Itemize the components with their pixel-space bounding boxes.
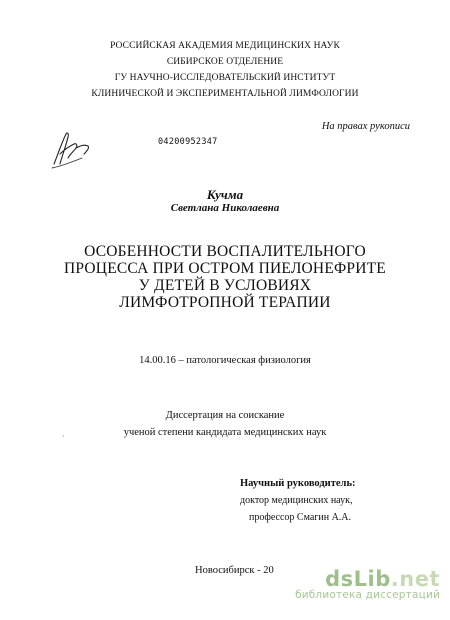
watermark [250, 567, 440, 601]
title-line-4: ЛИМФОТРОПНОЙ ТЕРАПИИ [119, 294, 331, 311]
title-line-3: У ДЕТЕЙ В УСЛОВИЯХ [138, 277, 312, 294]
institution-line-1: РОССИЙСКАЯ АКАДЕМИЯ МЕДИЦИНСКИХ НАУК [110, 41, 340, 51]
advisor-heading: Научный руководитель: [240, 478, 356, 489]
title-line-2: ПРОЦЕССА ПРИ ОСТРОМ ПИЕЛОНЕФРИТЕ [64, 260, 386, 277]
city-year: Новосибирск - 20 [195, 565, 274, 576]
institution-line-4: КЛИНИЧЕСКОЙ И ЭКСПЕРИМЕНТАЛЬНОЙ ЛИМФОЛОГИИ [91, 89, 359, 99]
advisor-degree: доктор медицинских наук, [240, 495, 353, 506]
watermark-logo-tld: .net [390, 567, 440, 591]
specialty: 14.00.16 – патологическая физиология [139, 355, 311, 366]
dissertation-line-1: Диссертация на соискание [165, 410, 285, 421]
author-name: Светлана Николаевна [170, 202, 280, 214]
institution-line-2: СИБИРСКОЕ ОТДЕЛЕНИЕ [166, 57, 284, 67]
title-line-1: ОСОБЕННОСТИ ВОСПАЛИТЕЛЬНОГО [84, 243, 366, 260]
watermark-logo-main: dsLib [325, 567, 391, 591]
watermark-subtitle: библиотека диссертаций [295, 589, 440, 601]
handwritten-signature [48, 124, 98, 172]
advisor-name: профессор Смагин А.А. [249, 512, 352, 523]
registration-code: 04200952347 [158, 137, 218, 147]
rights-note: На правах рукописи [321, 121, 410, 132]
margin-mark: · [62, 432, 65, 441]
author-surname: Кучма [206, 187, 244, 202]
dissertation-line-2: ученой степени кандидата медицинских наук [123, 427, 327, 438]
institution-line-3: ГУ НАУЧНО-ИССЛЕДОВАТЕЛЬСКИЙ ИНСТИТУТ [114, 73, 336, 83]
watermark-logo [250, 567, 440, 591]
